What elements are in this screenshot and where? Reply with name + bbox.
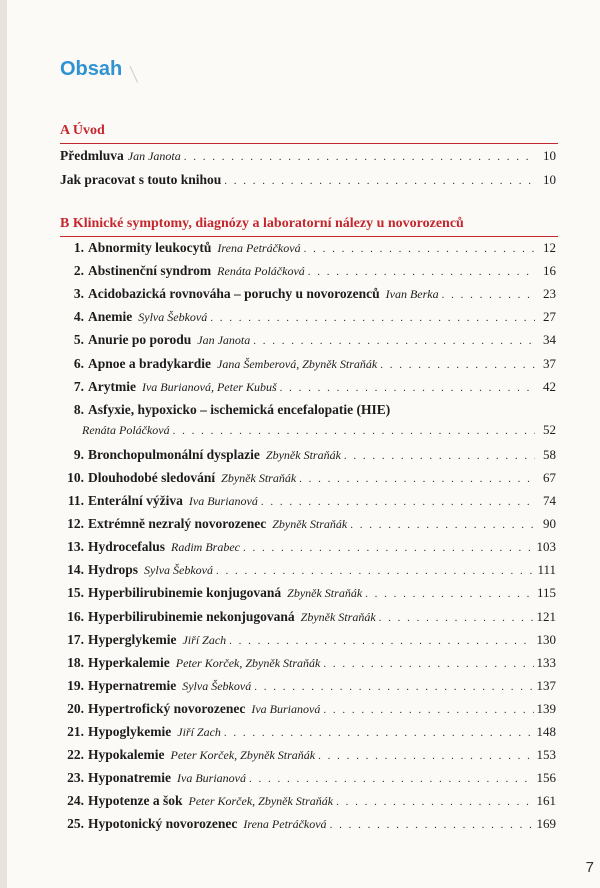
entry-page: 130 [536, 631, 556, 647]
entry-title: Abnormity leukocytů [88, 240, 212, 255]
leader-dots [210, 312, 535, 324]
toc-entry [60, 493, 556, 511]
leader-dots [243, 542, 534, 554]
toc-entry [60, 793, 556, 811]
entry-page: 90 [543, 516, 556, 532]
toc-entry [60, 470, 556, 488]
entry-title: Enterální výživa [88, 493, 183, 508]
leader-dots [365, 588, 534, 600]
entry-number: 23. [67, 770, 84, 786]
entry-author: Sylva Šebková [182, 678, 252, 693]
entry-number: 12. [67, 516, 84, 532]
toc-entry [60, 309, 556, 327]
entry-page: 67 [543, 469, 556, 485]
toc-entry [60, 240, 556, 258]
entry-title: Hypoglykemie [88, 724, 172, 739]
entry-author: Iva Burianová [188, 494, 258, 508]
entry-author: Jiří Zach [177, 725, 221, 739]
entry-number: 8. [73, 401, 84, 417]
leader-dots [253, 335, 535, 347]
entry-title: Hyperbilirubinemie nekonjugovaná [88, 608, 295, 624]
entry-author: Zbyněk Straňák [221, 470, 297, 485]
entry-page: 27 [543, 309, 556, 325]
entry-title: Hyperbilirubinemie konjugovaná [88, 585, 282, 601]
leader-dots [224, 175, 535, 187]
toc-entry [60, 562, 556, 580]
toc-entry [60, 516, 556, 534]
entry-number: 4. [73, 309, 84, 325]
toc-entry [60, 332, 556, 350]
leader-dots [173, 425, 535, 437]
toc-entry [60, 585, 556, 603]
leader-dots [280, 382, 535, 394]
entry-page: 10 [543, 148, 556, 163]
page-number: 7 [585, 859, 594, 876]
entry-title: Dlouhodobé sledování [88, 469, 216, 485]
entry-number: 10. [67, 469, 84, 485]
toc-entry [60, 632, 556, 650]
entry-page: 121 [536, 608, 556, 624]
entry-author: Iva Burianová [251, 701, 321, 716]
entry-number: 1. [73, 240, 84, 255]
entry-author: Jiří Zach [182, 632, 227, 647]
entry-number: 3. [73, 286, 84, 302]
toc-entry [60, 816, 556, 834]
leader-dots [336, 796, 533, 808]
entry-page: 52 [543, 421, 556, 437]
entry-number: 13. [67, 539, 84, 555]
entry-author: Renáta Poláčková [82, 422, 170, 437]
leader-dots [344, 450, 535, 462]
entry-number: 24. [67, 793, 84, 809]
entry-number: 6. [73, 355, 84, 371]
leader-dots [224, 727, 534, 739]
entry-author: Zbyněk Straňák [300, 609, 376, 624]
entry-page: 16 [543, 263, 556, 279]
entry-number: 14. [67, 562, 84, 578]
entry-title: Hypertrofický novorozenec [88, 700, 246, 716]
entry-page: 111 [537, 562, 556, 578]
entry-page: 153 [536, 747, 556, 763]
section-b-rule [60, 236, 558, 237]
pencil-mark [130, 63, 144, 82]
toc-entry [60, 747, 556, 765]
leader-dots [379, 612, 534, 624]
entry-number: 16. [67, 608, 84, 624]
entry-number: 20. [67, 700, 84, 716]
entry-author: Radim Brabec [171, 540, 240, 555]
leader-dots [442, 289, 535, 301]
entry-number: 2. [73, 263, 84, 279]
leader-dots [184, 151, 535, 163]
leader-dots [229, 635, 533, 647]
toc-entry [60, 402, 556, 420]
section-a-rule [60, 143, 558, 144]
leader-dots [254, 681, 533, 693]
entry-page: 137 [536, 677, 556, 693]
leader-dots [304, 243, 535, 255]
entry-author: Jan Janota [127, 149, 181, 163]
entry-title: Hypokalemie [88, 747, 165, 763]
entry-title: Acidobazická rovnováha – poruchy u novorozenců [88, 286, 380, 302]
section-b-title: B Klinické symptomy, diagnózy a laboratorní nálezy u novorozenců [60, 216, 464, 231]
entry-title: Hyponatremie [88, 770, 171, 786]
entry-number: 19. [67, 677, 84, 693]
entry-author: Zbyněk Straňák [272, 517, 348, 532]
entry-page: 10 [543, 172, 556, 187]
toc-entry [60, 609, 556, 627]
leader-dots [323, 658, 533, 670]
entry-page: 42 [543, 378, 556, 394]
entry-title: Asfyxie, hypoxicko – ischemická encefalopatie (HIE) [88, 401, 391, 417]
entry-page: 148 [536, 724, 556, 739]
page-title: Obsah [60, 58, 123, 80]
entry-page: 12 [543, 240, 556, 255]
entry-number: 7. [73, 378, 84, 394]
leader-dots [308, 266, 535, 278]
entry-page: 115 [536, 585, 556, 601]
entry-title: Arytmie [88, 378, 136, 394]
entry-author: Renáta Poláčková [217, 264, 305, 279]
toc-entry [60, 701, 556, 719]
entry-author: Zbyněk Straňák [287, 586, 363, 601]
entry-author: Peter Korček, Zbyněk Straňák [170, 748, 316, 763]
toc-entry [60, 263, 556, 281]
entry-page: 169 [536, 816, 556, 832]
entry-number: 25. [67, 816, 84, 832]
toc-entry [60, 356, 556, 374]
leader-dots [216, 565, 534, 577]
entry-title: Hypotenze a šok [88, 793, 183, 809]
entry-author: Irena Petráčková [243, 817, 327, 832]
toc-entry [60, 286, 556, 304]
leader-dots [323, 704, 533, 716]
entry-page: 161 [536, 793, 556, 809]
entry-author: Ivan Berka [385, 287, 439, 302]
entry-number: 9. [73, 446, 84, 462]
entry-page: 34 [543, 332, 556, 348]
entry-title: Anemie [88, 309, 133, 325]
leader-dots [249, 773, 534, 785]
page-edge [0, 0, 7, 888]
entry-author: Jana Šemberová, Zbyněk Straňák [217, 356, 378, 371]
entry-author: Zbyněk Straňák [265, 447, 341, 462]
entry-author: Sylva Šebková [138, 310, 208, 325]
entry-title: Hypernatremie [88, 677, 177, 693]
entry-author: Jan Janota [197, 333, 251, 348]
entry-title: Hyperglykemie [88, 631, 177, 647]
entry-number: 11. [67, 493, 84, 508]
toc-entry-continued [60, 422, 556, 440]
entry-author: Peter Korček, Zbyněk Straňák [188, 794, 334, 809]
toc-entry [60, 539, 556, 557]
leader-dots [330, 819, 534, 831]
leader-dots [350, 519, 535, 531]
entry-page: 139 [536, 700, 556, 716]
entry-title: Extrémně nezralý novorozenec [88, 516, 267, 532]
toc-entry [60, 172, 556, 190]
entry-title: Abstinenční syndrom [88, 263, 212, 279]
entry-page: 133 [536, 654, 556, 670]
entry-title: Předmluva [60, 148, 124, 163]
entry-number: 5. [73, 332, 84, 348]
entry-page: 103 [536, 539, 556, 555]
entry-page: 74 [543, 493, 556, 508]
toc-entry [60, 148, 556, 166]
leader-dots [299, 473, 535, 485]
entry-number: 21. [67, 724, 84, 739]
entry-title: Hyperkalemie [88, 654, 170, 670]
entry-page: 58 [543, 446, 556, 462]
entry-page: 37 [543, 355, 556, 371]
entry-number: 17. [67, 631, 84, 647]
entry-title: Apnoe a bradykardie [88, 355, 212, 371]
toc-entry [60, 655, 556, 673]
entry-title: Hydrocefalus [88, 539, 165, 555]
entry-title: Bronchopulmonální dysplazie [88, 446, 260, 462]
toc-entry [60, 724, 556, 742]
entry-title: Jak pracovat s touto knihou [60, 172, 222, 187]
toc-entry [60, 678, 556, 696]
entry-number: 15. [67, 585, 84, 601]
entry-page: 23 [543, 286, 556, 302]
entry-page: 156 [536, 770, 556, 786]
toc-entry [60, 379, 556, 397]
entry-title: Hydrops [88, 562, 139, 578]
entry-title: Hypotonický novorozenec [88, 816, 238, 832]
entry-title: Anurie po porodu [88, 332, 192, 348]
leader-dots [261, 496, 535, 508]
entry-number: 22. [67, 747, 84, 763]
leader-dots [380, 359, 535, 371]
toc-entry [60, 447, 556, 465]
entry-author: Irena Petráčková [217, 241, 301, 255]
entry-number: 18. [67, 654, 84, 670]
entry-author: Peter Korček, Zbyněk Straňák [175, 655, 321, 670]
toc-entry [60, 770, 556, 788]
section-a-title: A Úvod [60, 123, 105, 138]
entry-author: Iva Burianová [177, 771, 246, 786]
entry-author: Sylva Šebková [144, 563, 213, 578]
entry-author: Iva Burianová, Peter Kubuš [141, 379, 277, 394]
leader-dots [318, 750, 533, 762]
